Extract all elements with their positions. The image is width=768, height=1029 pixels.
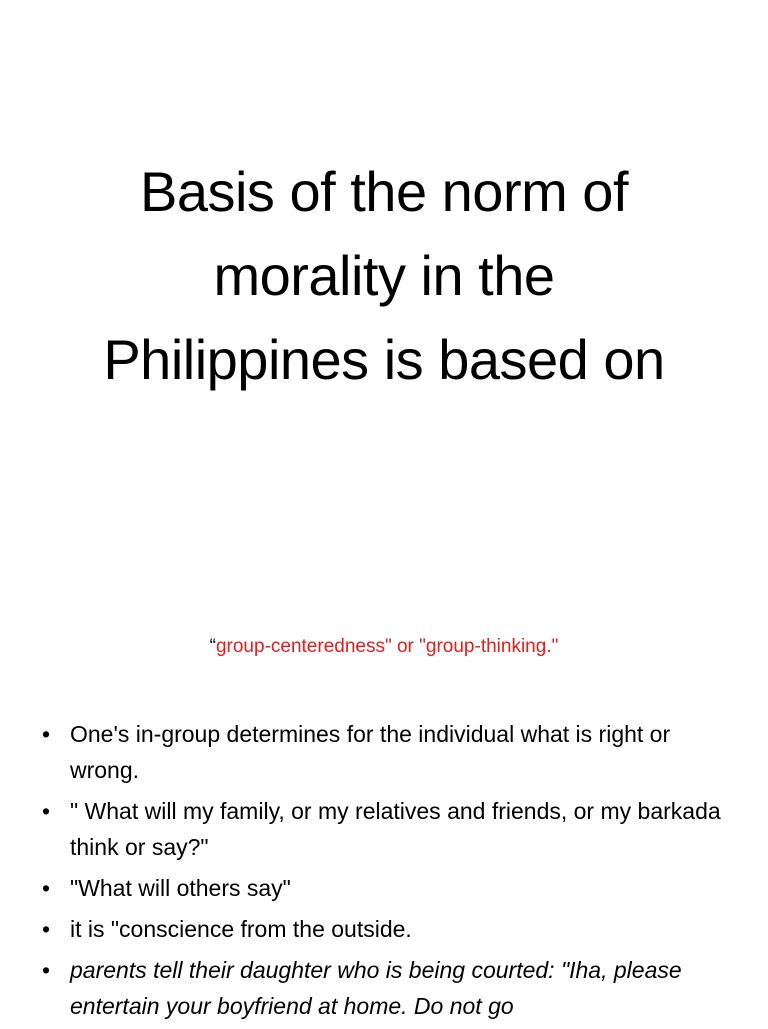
list-item [40, 716, 740, 788]
list-item [40, 870, 740, 906]
slide-title [40, 150, 728, 402]
list-item-text: parents tell their daughter who is being courted: "Iha, please entertain your boyfriend at home. Do not go [70, 957, 682, 1019]
title-line-2: morality in the [213, 244, 555, 307]
bullet-marker: • [42, 798, 51, 824]
bullet-list [40, 716, 740, 1029]
list-item [40, 952, 740, 1024]
subtitle-text: group-centeredness" or "group-thinking." [215, 636, 559, 657]
title-line-3: Philippines is based on [103, 328, 665, 391]
title-line-1: Basis of the norm of [139, 160, 628, 223]
bullet-marker: • [42, 875, 51, 901]
list-item-text: One's in-group determines for the individual what is right or wrong. [70, 721, 671, 783]
bullet-marker: • [42, 957, 51, 983]
subtitle-open-quote: “ [209, 636, 216, 657]
list-item-text: it is "conscience from the outside. [70, 916, 412, 942]
list-item-text: "What will others say" [70, 875, 291, 901]
bullet-marker: • [42, 916, 51, 942]
list-item [40, 911, 740, 947]
list-item-text: " What will my family, or my relatives and friends, or my barkada think or say?" [70, 798, 721, 860]
list-item [40, 793, 740, 865]
slide-subtitle [0, 636, 768, 658]
bullet-marker: • [42, 721, 51, 747]
